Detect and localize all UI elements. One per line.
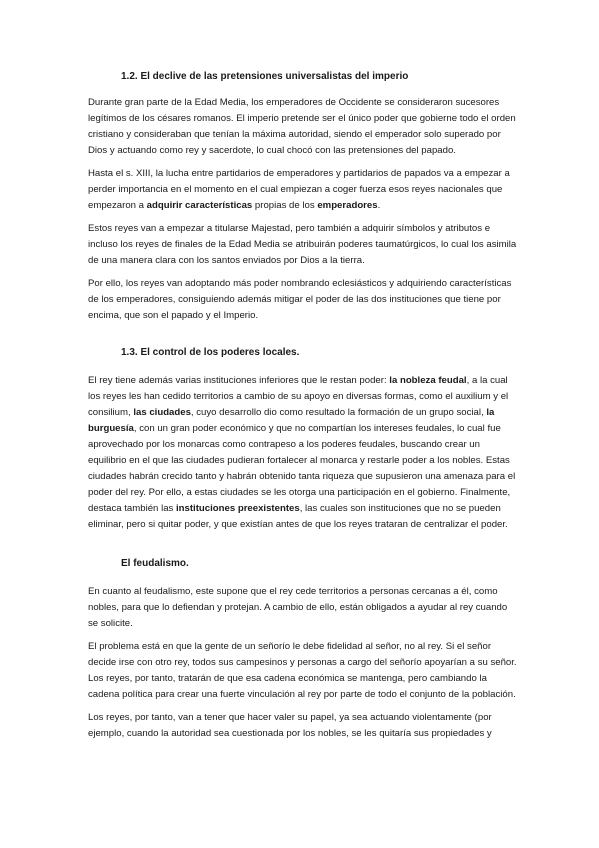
paragraph-1-3-a <box>88 373 520 533</box>
paragraph-1-2-c: Estos reyes van a empezar a titularse Majestad, pero también a adquirir símbolos y atributos e incluso los reyes de finales de la Edad Media se atribuirán poderes taumatúrgicos, lo cual los asimila de una manera clara con los santos enviados por Dios a la tierra. <box>88 223 517 266</box>
text-run: , con un gran poder económico y que no compartían los intereses feudales, lo cual fue aprovechado por los monarcas como contrapeso a los poderes feudales, buscando crear un equilibrio en el que las ciudades pudieran fortalecer al monarca y restarle poder a los nobles. Estas ciudades habrán crecido tanto y habrán obtenido tanta riqueza que supusieron una amenaza para el poder del rey. Por ello, a estas ciudades se les otorga una participación en el gobierno. Finalmente, destaca también las <box>88 423 516 514</box>
bold-term-nobleza-feudal: la nobleza feudal <box>389 375 467 386</box>
bold-term-emperadores: emperadores <box>317 200 378 211</box>
section-heading-1-3: 1.3. El control de los poderes locales. <box>121 347 300 358</box>
bold-term-ciudades: las ciudades <box>133 407 191 418</box>
document-body <box>88 64 520 742</box>
section-heading-feudalismo: El feudalismo. <box>121 558 189 569</box>
paragraph-1-2-b <box>88 166 520 214</box>
bold-term-instituciones-preexistentes: instituciones preexistentes <box>176 503 300 514</box>
bold-term-burguesia: la burguesía <box>88 407 495 434</box>
paragraph-feudalismo-b: El problema está en que la gente de un señorío le debe fidelidad al señor, no al rey. Si el señor decide irse con otro rey, todos sus campesinos y personas a cargo del señorío apoyarían a su señor. Los reyes, por tanto, tratarán de que esa cadena económica se mantenga, pero cambiando la cadena política para crear una fuerte vinculación al rey por parte de todo el conjunto de la población. <box>88 641 517 700</box>
text-run: El rey tiene además varias instituciones inferiores que le restan poder: <box>88 375 390 386</box>
paragraph-feudalismo-c: Los reyes, por tanto, van a tener que hacer valer su papel, ya sea actuando violentamente (por ejemplo, cuando la autoridad sea cuestionada por los nobles, se les quitaría sus propiedades y <box>88 712 492 739</box>
text-run: , las cuales son instituciones que no se pueden eliminar, pero si quitar poder, y que existían antes de que los reyes trataran de centralizar el poder. <box>88 503 508 530</box>
text-run: , cuyo desarrollo dio como resultado la formación de un grupo social, <box>190 407 487 418</box>
text-run: Hasta el s. XIII, la lucha entre partidarios de emperadores y partidarios de papados va a empezar a perder importancia en el momento en el cual empiezan a coger fuerza esos reyes nacionales que empezaron a <box>88 168 510 211</box>
text-run: , a la cual los reyes les han cedido territorios a cambio de su apoyo en diversas formas, como el auxilium y el consilium, <box>88 375 509 418</box>
paragraph-feudalismo-a: En cuanto al feudalismo, este supone que el rey cede territorios a personas cercanas a él, como nobles, para que lo defiendan y protejan. A cambio de ello, están obligados a ayudar al rey cuando se solicite. <box>88 586 508 629</box>
section-heading-1-2: 1.2. El declive de las pretensiones universalistas del imperio <box>121 71 409 82</box>
bold-term-adquirir-caracteristicas: adquirir características <box>146 200 253 211</box>
text-run: propias de los <box>252 200 318 211</box>
paragraph-1-2-d: Por ello, los reyes van adoptando más poder nombrando eclesiásticos y adquiriendo características de los emperadores, consiguiendo además mitigar el poder de las dos instituciones que tiene por encima, que son el papado y el Imperio. <box>88 278 512 321</box>
text-run: . <box>377 200 381 211</box>
paragraph-1-2-a: Durante gran parte de la Edad Media, los emperadores de Occidente se consideraron sucesores legítimos de los césares romanos. El imperio pretende ser el único poder que gobierne todo el orden cristiano y consideraban que tenían la máxima autoridad, siendo el emperador solo superado por Dios y actuando como rey y sacerdote, lo cual chocó con las pretensiones del papado. <box>88 97 516 156</box>
